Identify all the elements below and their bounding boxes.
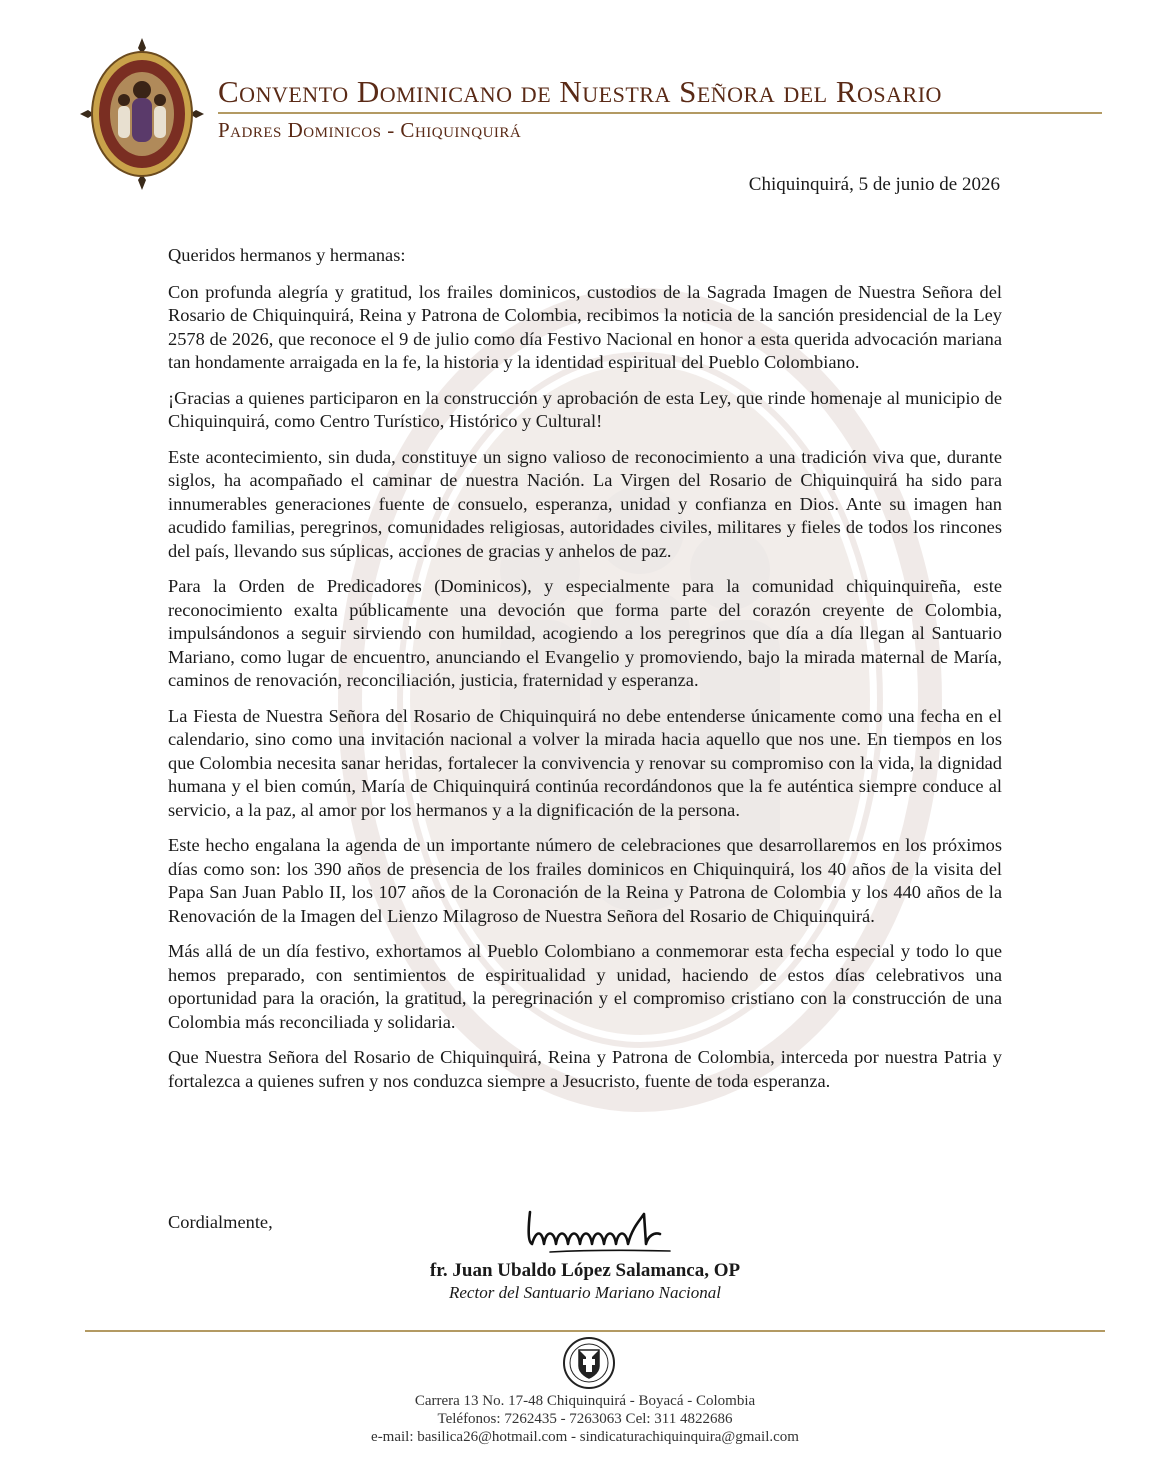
letter-greeting: Queridos hermanos y hermanas: — [168, 245, 406, 265]
letter-date: Chiquinquirá, 5 de junio de 2026 — [748, 174, 1000, 195]
letter-paragraph: Que Nuestra Señora del Rosario de Chiquinquirá, Reina y Patrona de Colombia, interceda por nuestra Patria y fortalezca a quienes sufren y nos conduzca siempre a Jesucristo, fuente de toda esperanza. — [168, 1047, 1002, 1091]
letter-paragraph: Este acontecimiento, sin duda, constituye un signo valioso de reconocimiento a una tradición viva que, durante siglos, ha acompañado el caminar de nuestra Nación. La Virgen del Rosario de Chiquinquirá ha sido para innumerables generaciones fuente de consuelo, esperanza, unidad y confianza en Dios. Ante su imagen han acudido familias, peregrinos, comunidades religiosas, autoridades civiles, militares y fieles de todos los rincones del país, llevando sus súplicas, acciones de gracias y anhelos de paz. — [168, 446, 1002, 561]
footer-contact — [0, 1392, 1170, 1446]
signer-name-text: fr. Juan Ubaldo López Salamanca, OP — [429, 1260, 741, 1281]
letter-paragraph: Este hecho engalana la agenda de un importante número de celebraciones que desarrollaremos en los próximos días como son: los 390 años de presencia de los frailes dominicos en Chiquinquirá, los 40 años de la visita del Papa San Juan Pablo II, los 107 años de la Coronación de la Reina y Patrona de Colombia y los 440 años de la Renovación de la Imagen del Lienzo Milagroso de Nuestra Señora del Rosario de Chiquinquirá. — [168, 835, 1002, 926]
letter-paragraph: Con profunda alegría y gratitud, los frailes dominicos, custodios de la Sagrada Imagen de Nuestra Señora del Rosario de Chiquinquirá, Reina y Patrona de Colombia, recibimos la noticia de la sanción presidencial de la Ley 2578 de 2026, que reconoce el 9 de julio como día Festivo Nacional en honor a esta querida advocación mariana tan hondamente arraigada en la fe, la historia y la identidad espiritual del Pueblo Colombiano. — [168, 281, 1002, 372]
letter-paragraph: ¡Gracias a quienes participaron en la construcción y aprobación de esta Ley, que rinde homenaje al municipio de Chiquinquirá, como Centro Turístico, Histórico y Cultural! — [168, 387, 1002, 431]
header-divider — [218, 112, 1102, 114]
signer-title — [0, 1283, 1170, 1303]
letter-body — [168, 244, 1002, 1105]
letter-paragraph: La Fiesta de Nuestra Señora del Rosario de Chiquinquirá no debe entenderse únicamente como una fecha en el calendario, sino como una invitación nacional a volver la mirada hacia aquello que nos une. En tiempos en los que Colombia necesita sanar heridas, fortalecer la convivencia y renovar su compromiso con la vida, la dignidad humana y el bien común, María de Chiquinquirá continúa recordándonos que la fe auténtica siempre conduce al servicio, a la paz, al amor por los hermanos y a la dignificación de la persona. — [168, 705, 1002, 820]
footer-email[interactable]: e-mail: basilica26@hotmail.com - sindicaturachiquinquira@gmail.com — [371, 1429, 799, 1445]
footer-dominican-shield-icon — [562, 1336, 616, 1390]
footer-phones: Teléfonos: 7262435 - 7263063 Cel: 311 4822686 — [437, 1411, 733, 1427]
footer-divider — [85, 1330, 1105, 1332]
convent-seal-logo — [80, 38, 204, 190]
signer-name — [0, 1260, 1170, 1282]
letter-paragraph: Más allá de un día festivo, exhortamos al Pueblo Colombiano a conmemorar esta fecha especial y todo lo que hemos preparado, con sentimientos de espiritualidad y unidad, haciendo de estos días celebrativos una oportunidad para la oración, la gratitud, la peregrinación y el compromiso cristiano con la construcción de una Colombia más reconciliada y solidaria. — [168, 941, 1002, 1032]
signer-title-text: Rector del Santuario Mariano Nacional — [449, 1283, 721, 1302]
header-title: Convento Dominicano de Nuestra Señora del Rosario — [218, 74, 942, 109]
footer-address: Carrera 13 No. 17-48 Chiquinquirá - Boyacá - Colombia — [414, 1393, 756, 1409]
letter-closing: Cordialmente, — [168, 1212, 273, 1232]
handwritten-signature — [520, 1200, 680, 1260]
letter-paragraph: Para la Orden de Predicadores (Dominicos), y especialmente para la comunidad chiquinquireña, este reconocimiento exalta públicamente una devoción que forma parte del corazón creyente de Colombia, impulsándonos a seguir sirviendo con humildad, acogiendo a los peregrinos que día a día llegan al Santuario Mariano, como lugar de encuentro, anunciando el Evangelio y promoviendo, bajo la mirada maternal de María, caminos de renovación, reconciliación, justicia, fraternidad y esperanza. — [168, 576, 1002, 690]
header-subtitle: Padres Dominicos - Chiquinquirá — [218, 118, 522, 142]
